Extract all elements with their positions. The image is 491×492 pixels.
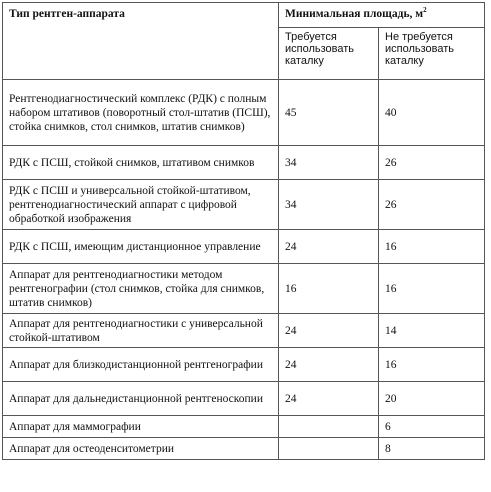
cell-area-not-required: 26 xyxy=(379,180,485,230)
cell-area-not-required: 16 xyxy=(379,264,485,314)
cell-area-required xyxy=(279,438,379,460)
cell-area-not-required: 26 xyxy=(379,146,485,180)
table-row xyxy=(3,146,485,180)
cell-device-type: Рентгенодиагностический комплекс (РДК) с полным набором штативов (поворотный стол-штатив (ПСШ), стойка снимков, стол снимков, штатив снимков) xyxy=(3,80,279,146)
cell-device-type: Аппарат для рентгенодиагностики с универсальной стойкой-штативом xyxy=(3,314,279,348)
cell-area-required: 45 xyxy=(279,80,379,146)
table-row xyxy=(3,80,485,146)
cell-device-type: Аппарат для рентгенодиагностики методом рентгенографии (стол снимков, стойка для снимков, штатив снимков) xyxy=(3,264,279,314)
cell-area-required: 34 xyxy=(279,180,379,230)
cell-area-not-required: 8 xyxy=(379,438,485,460)
header-device-type: Тип рентген-аппарата xyxy=(3,3,279,80)
table-row xyxy=(3,348,485,382)
area-unit-superscript: 2 xyxy=(423,6,427,15)
cell-area-not-required: 6 xyxy=(379,416,485,438)
header-min-area: Минимальная площадь, $м^2$ xyxy=(279,3,485,28)
table-row xyxy=(3,438,485,460)
cell-area-required: 34 xyxy=(279,146,379,180)
cell-area-required: 24 xyxy=(279,230,379,264)
cell-area-required: 16 xyxy=(279,264,379,314)
cell-area-required xyxy=(279,416,379,438)
subheader-stretcher-not-required: Не требуется использовать каталку xyxy=(379,28,485,80)
cell-area-not-required: 40 xyxy=(379,80,485,146)
table-row xyxy=(3,230,485,264)
cell-area-not-required: 16 xyxy=(379,348,485,382)
cell-device-type: РДК с ПСШ и универсальной стойкой-штативом, рентгенодиагностический аппарат с цифровой обработкой изображения xyxy=(3,180,279,230)
table-row xyxy=(3,416,485,438)
table-row xyxy=(3,180,485,230)
table-header-row xyxy=(3,3,485,28)
cell-device-type: Аппарат для маммографии xyxy=(3,416,279,438)
table-row xyxy=(3,382,485,416)
subheader-stretcher-required: Требуется использовать каталку xyxy=(279,28,379,80)
cell-device-type: Аппарат для остеоденситометрии xyxy=(3,438,279,460)
table-row xyxy=(3,264,485,314)
cell-device-type: Аппарат для близкодистанционной рентгенографии xyxy=(3,348,279,382)
cell-area-not-required: 20 xyxy=(379,382,485,416)
cell-area-not-required: 16 xyxy=(379,230,485,264)
area-requirements-table xyxy=(2,2,485,460)
cell-device-type: РДК с ПСШ, имеющим дистанционное управление xyxy=(3,230,279,264)
table-row xyxy=(3,314,485,348)
cell-area-required: 24 xyxy=(279,314,379,348)
cell-device-type: РДК с ПСШ, стойкой снимков, штативом снимков xyxy=(3,146,279,180)
cell-area-required: 24 xyxy=(279,348,379,382)
cell-area-not-required: 14 xyxy=(379,314,485,348)
cell-area-required: 24 xyxy=(279,382,379,416)
cell-device-type: Аппарат для дальнедистанционной рентгеноскопии xyxy=(3,382,279,416)
